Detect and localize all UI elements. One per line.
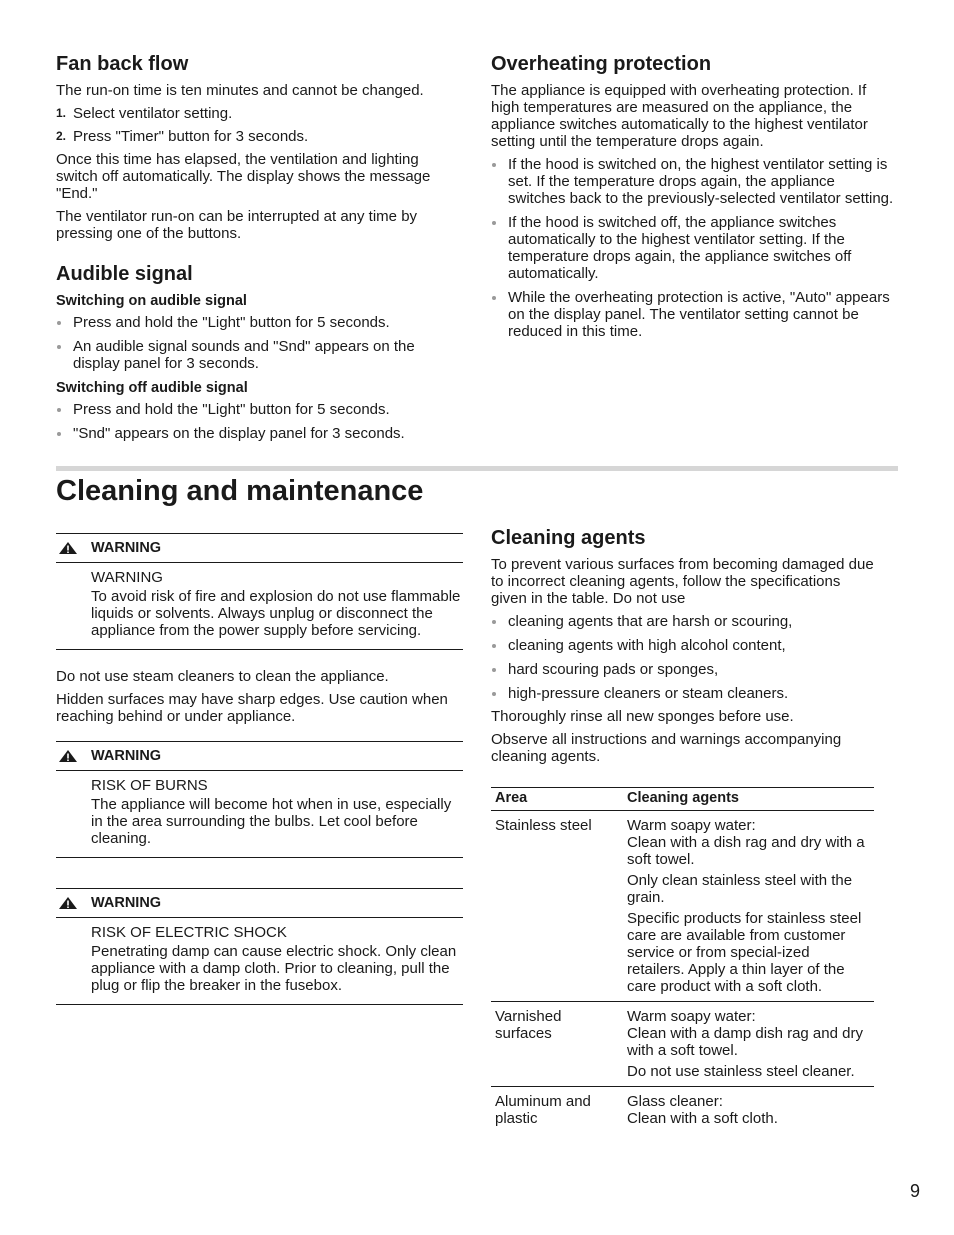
list-item: Press and hold the "Light" button for 5 seconds.: [56, 401, 461, 418]
fan-back-flow-heading: Fan back flow: [56, 53, 189, 75]
table-cell-area: Aluminum and plastic: [495, 1093, 591, 1127]
switching-on-list: [56, 314, 461, 372]
cleaning-agents-intro: To prevent various surfaces from becoming damaged due to incorrect cleaning agents, follow the specifications given in the table. Do not use: [491, 556, 874, 607]
fan-back-flow-steps: [56, 105, 461, 145]
bullet-dot-icon: [492, 620, 496, 624]
warning-text: To avoid risk of fire and explosion do not use flammable liquids or solvents. Always unplug or disconnect the appliance from the power supply before servicing.: [91, 588, 461, 639]
step-item: [56, 128, 461, 145]
warning-label: WARNING: [91, 748, 162, 764]
step-number: 1.: [56, 106, 67, 120]
table-cell-agents: Warm soapy water: Clean with a damp dish rag and dry with a soft towel. Do not use stainless steel cleaner.: [623, 1002, 874, 1087]
warnings-column: [56, 533, 463, 1023]
switching-off-heading: Switching off audible signal: [56, 380, 248, 396]
step-number: 2.: [56, 129, 67, 143]
list-item: "Snd" appears on the display panel for 3 seconds.: [56, 425, 461, 442]
bullet-dot-icon: [492, 692, 496, 696]
column-header-agents: Cleaning agents: [623, 788, 874, 811]
cleaning-agents-table: [491, 787, 874, 1133]
list-item: high-pressure cleaners or steam cleaners.: [491, 685, 875, 702]
observe-note: Observe all instructions and warnings accompanying cleaning agents.: [491, 731, 842, 765]
section-divider: [56, 466, 898, 471]
warning-body: [56, 771, 463, 857]
warning-triangle-icon: [58, 541, 78, 555]
warning-box: [56, 533, 463, 650]
warning-subtitle: WARNING: [91, 569, 163, 586]
fan-back-flow-intro: The run-on time is ten minutes and cannot be changed.: [56, 82, 424, 99]
fan-back-flow-para: The ventilator run-on can be interrupted at any time by pressing one of the buttons.: [56, 208, 418, 242]
overheating-intro: The appliance is equipped with overheating protection. If high temperatures are measured on the appliance, the appliance switches automatically to the highest ventilator setting until the temperature drops again.: [491, 82, 868, 150]
table-cell-area: Varnished surfaces: [491, 1002, 623, 1087]
bullet-dot-icon: [57, 345, 61, 349]
overheating-column: [491, 52, 895, 347]
warning-body: [56, 563, 463, 649]
steam-cleaner-note: Do not use steam cleaners to clean the appliance.: [56, 668, 389, 685]
audible-signal-heading: Audible signal: [56, 263, 193, 285]
bullet-dot-icon: [57, 321, 61, 325]
warning-triangle-icon: [58, 896, 78, 910]
column-header-area: Area: [491, 788, 623, 811]
overheating-heading: Overheating protection: [491, 53, 712, 75]
warning-subtitle: RISK OF ELECTRIC SHOCK: [91, 924, 287, 941]
bullet-dot-icon: [492, 221, 496, 225]
bullet-dot-icon: [492, 296, 496, 300]
step-text: Press "Timer" button for 3 seconds.: [73, 128, 309, 145]
warning-text: The appliance will become hot when in use, especially in the area surrounding the bulbs. Let cool before cleaning.: [91, 796, 452, 847]
list-item: An audible signal sounds and "Snd" appears on the display panel for 3 seconds.: [56, 338, 461, 372]
fan-back-flow-para: Once this time has elapsed, the ventilation and lighting switch off automatically. The display shows the message "End.": [56, 151, 431, 202]
warning-subtitle: RISK OF BURNS: [91, 777, 208, 794]
cleaning-agents-column: [491, 526, 875, 1133]
table-cell-agents: Glass cleaner: Clean with a soft cloth.: [627, 1093, 778, 1127]
overheating-list: [491, 156, 895, 340]
warning-body: [56, 918, 463, 1004]
warning-box: [56, 741, 463, 858]
warning-label: WARNING: [91, 540, 162, 556]
list-item: cleaning agents that are harsh or scouring,: [491, 613, 875, 630]
bullet-dot-icon: [492, 668, 496, 672]
list-item: If the hood is switched on, the highest ventilator setting is set. If the temperature drops again, the appliance switches back to the previously-selected ventilator setting.: [491, 156, 895, 207]
fan-and-audible-column: [56, 52, 461, 449]
list-item: If the hood is switched off, the appliance switches automatically to the highest ventilator setting. If the temperature drops again, the appliance switches off automatically.: [491, 214, 895, 282]
table-row: [491, 1002, 874, 1087]
bullet-dot-icon: [492, 644, 496, 648]
warning-box: [56, 888, 463, 1005]
warning-label: WARNING: [91, 895, 162, 911]
table-cell-area: Stainless steel: [491, 811, 623, 1002]
warning-header: [56, 534, 463, 563]
step-item: [56, 105, 461, 122]
sharp-edges-note: Hidden surfaces may have sharp edges. Use caution when reaching behind or under appliance.: [56, 691, 448, 725]
warning-header: [56, 742, 463, 771]
switching-off-list: [56, 401, 461, 442]
table-row: [491, 811, 874, 1002]
list-item: hard scouring pads or sponges,: [491, 661, 875, 678]
list-item: Press and hold the "Light" button for 5 seconds.: [56, 314, 461, 331]
page-title: Cleaning and maintenance: [56, 475, 424, 507]
list-item: While the overheating protection is active, "Auto" appears on the display panel. The ventilator setting cannot be reduced in this time.: [491, 289, 895, 340]
bullet-dot-icon: [57, 432, 61, 436]
warning-triangle-icon: [58, 749, 78, 763]
table-row: [491, 1087, 874, 1134]
step-text: Select ventilator setting.: [73, 105, 233, 122]
list-item: cleaning agents with high alcohol content,: [491, 637, 875, 654]
warning-text: Penetrating damp can cause electric shock. Only clean appliance with a damp cloth. Prior to cleaning, pull the plug or flip the breaker in the fusebox.: [91, 943, 457, 994]
cleaning-agents-heading: Cleaning agents: [491, 527, 646, 549]
table-cell-agents: Warm soapy water: Clean with a dish rag and dry with a soft towel. Only clean stainless steel with the grain. Specific products for stainless steel care are available from customer service or from special-ized retailers. Apply a thin layer of the care product with a soft cloth.: [623, 811, 874, 1002]
page-number: 9: [910, 1181, 921, 1201]
table-header-row: [491, 788, 874, 811]
bullet-dot-icon: [57, 408, 61, 412]
warning-header: [56, 889, 463, 918]
switching-on-heading: Switching on audible signal: [56, 293, 247, 309]
rinse-note: Thoroughly rinse all new sponges before use.: [491, 708, 794, 725]
cleaning-agents-list: [491, 613, 875, 702]
bullet-dot-icon: [492, 163, 496, 167]
